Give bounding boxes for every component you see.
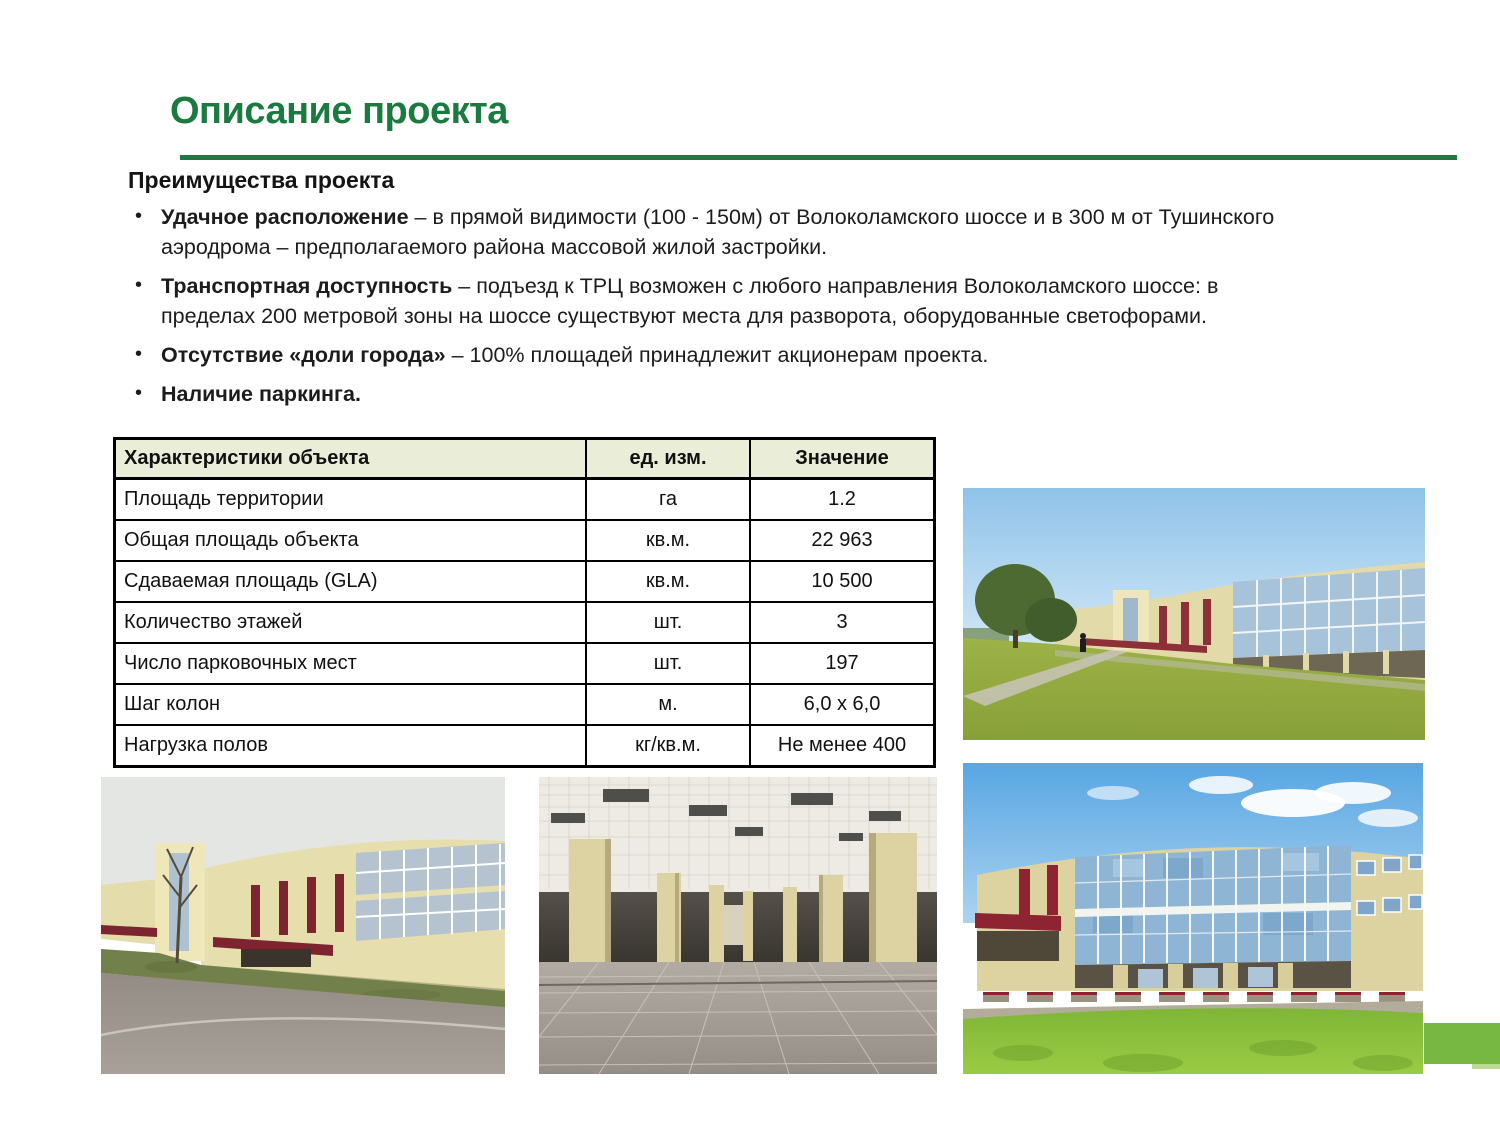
bullet-marker: • bbox=[135, 382, 143, 404]
header-cell-characteristics: Характеристики объекта bbox=[115, 439, 587, 479]
table-row bbox=[115, 561, 935, 602]
table-cell: га bbox=[586, 479, 750, 521]
advantages-list bbox=[128, 202, 1293, 418]
table-row bbox=[115, 643, 935, 684]
photo-illustration bbox=[963, 488, 1425, 740]
table-cell: м. bbox=[586, 684, 750, 725]
header-cell-unit: ед. изм. bbox=[586, 439, 750, 479]
table-row bbox=[115, 684, 935, 725]
bullet-item bbox=[128, 340, 1293, 370]
photo-illustration bbox=[539, 777, 937, 1074]
table-cell: шт. bbox=[586, 643, 750, 684]
table-row bbox=[115, 520, 935, 561]
table-cell: 10 500 bbox=[750, 561, 935, 602]
table-cell: Число парковочных мест bbox=[115, 643, 587, 684]
table-cell: шт. bbox=[586, 602, 750, 643]
table-cell: 1.2 bbox=[750, 479, 935, 521]
specs-table-head bbox=[115, 439, 935, 479]
table-cell: Общая площадь объекта bbox=[115, 520, 587, 561]
page-title: Описание проекта bbox=[170, 90, 508, 132]
table-cell: кв.м. bbox=[586, 561, 750, 602]
bullet-text: Транспортная доступность – подъезд к ТРЦ возможен с любого направления Волоколамского шоссе: в пределах 200 метровой зоны на шоссе существуют места для разворота, оборудованные светофорами. bbox=[161, 274, 1219, 328]
photo-building-exterior-lawn bbox=[963, 488, 1425, 740]
table-cell: Площадь территории bbox=[115, 479, 587, 521]
bullet-text: Наличие паркинга. bbox=[161, 382, 361, 406]
table-cell: Шаг колон bbox=[115, 684, 587, 725]
specs-table-header-row bbox=[115, 439, 935, 479]
table-cell: 197 bbox=[750, 643, 935, 684]
section-heading: Преимущества проекта bbox=[128, 167, 395, 193]
table-cell: Количество этажей bbox=[115, 602, 587, 643]
bullet-marker: • bbox=[135, 205, 143, 227]
header-cell-value: Значение bbox=[750, 439, 935, 479]
photo-illustration bbox=[101, 777, 505, 1074]
bullet-text: Отсутствие «доли города» – 100% площадей принадлежит акционерам проекта. bbox=[161, 343, 989, 367]
table-cell: кв.м. bbox=[586, 520, 750, 561]
table-cell: 22 963 bbox=[750, 520, 935, 561]
table-row bbox=[115, 725, 935, 767]
table-cell: 6,0 x 6,0 bbox=[750, 684, 935, 725]
specs-table bbox=[113, 437, 936, 768]
bottom-right-accent-bar bbox=[1424, 1023, 1500, 1064]
photo-building-glass-facade bbox=[963, 763, 1423, 1074]
table-row bbox=[115, 602, 935, 643]
bullet-item bbox=[128, 271, 1293, 331]
photo-building-exterior-road bbox=[101, 777, 505, 1074]
table-cell: Не менее 400 bbox=[750, 725, 935, 767]
bullet-item bbox=[128, 202, 1293, 262]
table-cell: 3 bbox=[750, 602, 935, 643]
specs-table-body bbox=[115, 479, 935, 767]
bullet-marker: • bbox=[135, 343, 143, 365]
table-cell: кг/кв.м. bbox=[586, 725, 750, 767]
bullet-text: Удачное расположение – в прямой видимости (100 - 150м) от Волоколамского шоссе и в 300 м от Тушинского аэродрома – предполагаемого района массовой жилой застройки. bbox=[161, 205, 1275, 259]
bottom-right-accent-bar-highlight bbox=[1472, 1064, 1500, 1069]
table-cell: Нагрузка полов bbox=[115, 725, 587, 767]
photo-illustration bbox=[963, 763, 1423, 1074]
bullet-marker: • bbox=[135, 274, 143, 296]
table-row bbox=[115, 479, 935, 521]
bullet-item bbox=[128, 379, 1293, 409]
title-rule bbox=[180, 155, 1457, 160]
photo-interior-retail-space bbox=[539, 777, 937, 1074]
table-cell: Сдаваемая площадь (GLA) bbox=[115, 561, 587, 602]
